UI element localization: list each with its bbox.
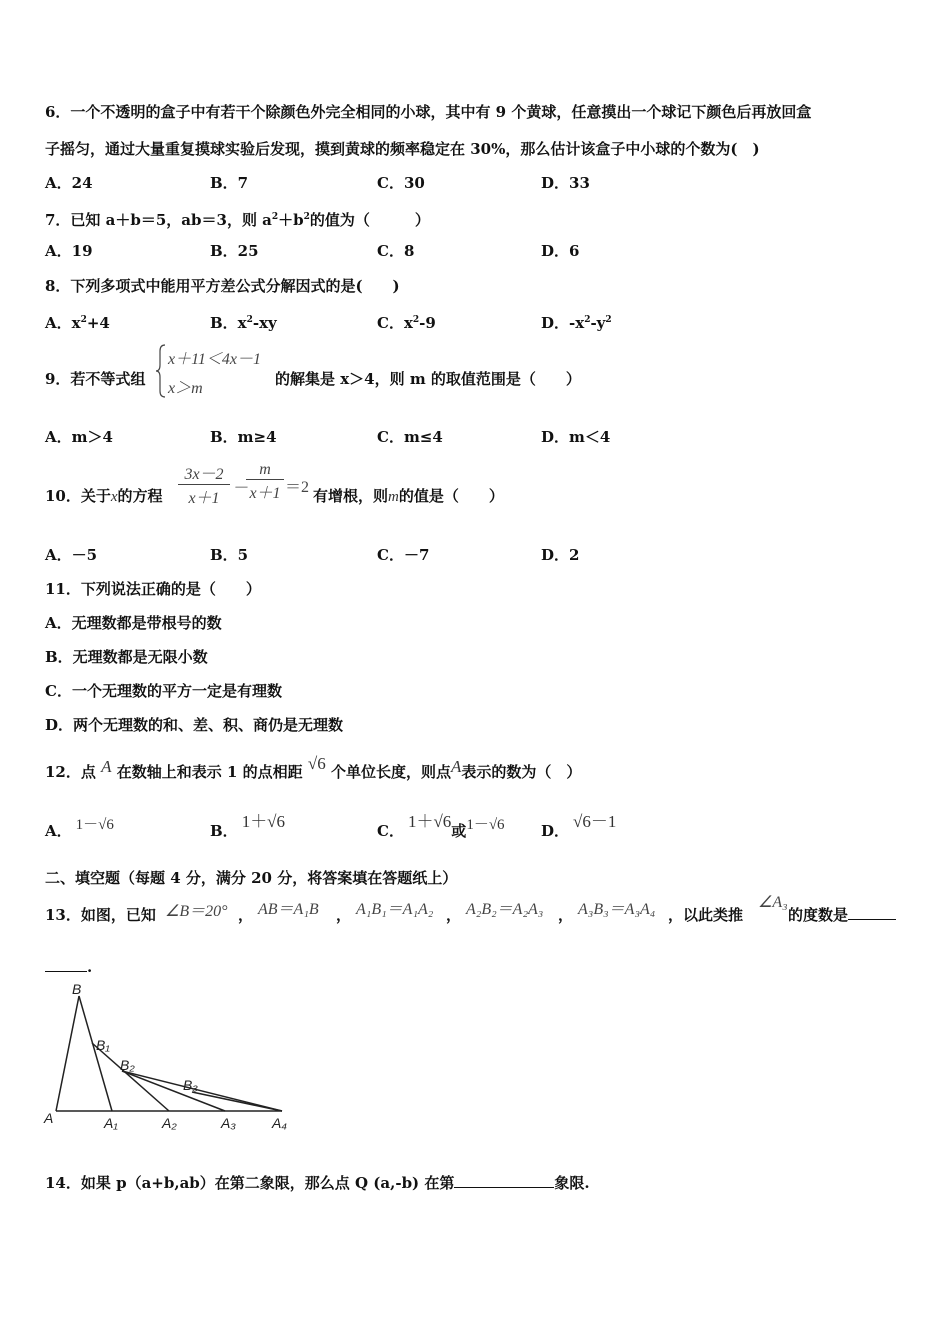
q10-equals: ＝2 [285,479,310,496]
q10-option-b: B．5 [210,546,249,564]
q10-frac2-numerator: m [259,461,271,478]
q10-frac1-numerator: 3x－2 [184,466,224,483]
q9-option-d: D．m＜4 [541,428,611,446]
label-a3: A₃ [221,1115,236,1131]
q9-stem-pre: 9．若不等式组 [45,370,146,388]
q10-stem-post [313,486,504,507]
q7-stem [45,207,430,230]
q10-frac2-denominator: x＋1 [246,479,284,503]
q13-condition-1: AB＝A₁B [258,901,319,918]
q12-option-expr: 1－√6 [466,817,505,833]
q6-option-a: A．24 [45,174,93,192]
q10-text: 10．关于 [45,487,111,505]
q11-stem: 11．下列说法正确的是（ ） [45,580,261,598]
q13-separator: ， [238,906,254,924]
figure-lines [56,996,282,1111]
q10-option-c: C．－7 [377,546,430,564]
q7-exponent: 2 [271,212,279,222]
q6-option-b: B．7 [210,174,249,192]
label-a1: A₁ [104,1115,118,1131]
q13-stem-post [788,905,896,925]
q12-stem [45,754,582,782]
q13-condition-angle-b: ∠B＝20° [165,903,228,920]
section-heading: 二、填空题（每题 4 分，满分 20 分，将答案填在答题纸上） [45,869,458,887]
segment-b2a3 [122,1071,225,1111]
label-b3: B₃ [183,1077,198,1093]
q6-line1: 6．一个不透明的盒子中有若干个除颜色外完全相同的小球，其中有 9 个黄球，任意摸出一个球记下颜色后再放回盒 [45,103,812,121]
q6-option-c: C．30 [377,174,425,192]
q13-condition-4: A₃B₃＝A₃A₄ [578,901,656,918]
label-a2: A₂ [162,1115,177,1131]
q11-option-a: A．无理数都是带根号的数 [45,614,222,632]
q13-stem-pre: 13．如图，已知 [45,906,156,924]
q12-text: 表示的数为（ ） [461,763,582,781]
q8-option-text: C．x [377,314,413,332]
q12-text: 12．点 [45,763,96,781]
q9-stem-post: 的解集是 x＞4，则 m 的取值范围是（ ） [275,370,581,388]
q8-option-a [45,310,110,333]
q11-option-b: B．无理数都是无限小数 [45,648,208,666]
q8-exponent: 2 [605,315,612,325]
q8-option-text: A．x [45,314,81,332]
q7-option-b: B．25 [210,242,259,260]
q13-angle-a3: ∠A₃ [758,894,788,911]
q13-answer-blank[interactable] [848,919,896,920]
q9-inequality-1: x＋11＜4x－1 [168,351,262,368]
q8-option-d [541,310,612,333]
q8-option-text: -xy [252,314,277,332]
q7-option-c: C．8 [377,242,415,260]
q10-frac1-denominator: x＋1 [178,484,230,508]
q8-option-text: B．x [210,314,247,332]
q12-option-label: D． [541,822,570,840]
q13-stem-mid: ，以此类推 [668,906,744,924]
q8-option-text: D．-x [541,314,585,332]
q12-option-expr: √6－1 [573,812,617,831]
segment-b1a2 [92,1043,169,1111]
q8-exponent: 2 [412,315,420,325]
q13-separator: ， [558,906,574,924]
q9-inequality-2: x＞m [168,380,203,397]
q7-option-d: D．6 [541,242,580,260]
q12-option-d [541,812,617,841]
q8-exponent: 2 [584,315,591,325]
label-b: B [72,981,82,997]
q10-stem-pre [45,486,163,507]
q7-stem-part: ＋b [278,211,304,229]
q11-option-c: C．一个无理数的平方一定是有理数 [45,682,282,700]
q12-point-a: A [450,757,462,776]
q13-period: . [87,958,93,976]
q13-text: 的度数是 [788,906,849,924]
q12-sqrt6: √6 [307,754,326,773]
q7-exponent: 2 [303,212,310,222]
q13-separator: ， [336,906,352,924]
q8-option-text: -y [590,314,606,332]
segment-ba1 [79,996,112,1111]
q7-option-a: A．19 [45,242,93,260]
q12-option-or: 或 [451,822,467,840]
q12-point-a: A [101,757,112,776]
segment-b3a4 [192,1092,282,1111]
label-a4: A₄ [272,1115,287,1131]
segment-ab [56,996,79,1111]
q7-stem-part: 的值为（ ） [309,211,430,229]
q10-text: 的值是（ ） [398,487,504,505]
brace-icon [155,343,167,399]
q12-option-expr: 1＋√6 [241,812,286,831]
q12-option-label: C． [377,822,404,840]
q7-stem-part: 7．已知 a＋b＝5，ab＝3，则 a [45,211,272,229]
q6-option-d: D．33 [541,174,590,192]
q9-option-b: B．m≥4 [210,428,277,446]
q11-option-d: D．两个无理数的和、差、积、商仍是无理数 [45,716,344,734]
q12-option-expr: 1＋√6 [407,812,452,831]
q12-option-label: B． [210,822,238,840]
q12-option-b [210,812,286,841]
q9-option-c: C．m≤4 [377,428,443,446]
q13-condition-2: A₁B₁＝A₁A₂ [356,901,434,918]
q14-stem [45,1173,590,1193]
q12-option-label: A． [45,822,72,840]
label-b2: B₂ [120,1057,135,1073]
q12-option-c [377,812,505,842]
q10-text: 的方程 [117,487,163,505]
q6-line2: 子摇匀，通过大量重复摸球实验后发现，摸到黄球的频率稳定在 30%，那么估计该盒子中小球的个数为( ) [45,140,760,158]
q10-option-a: A．－5 [45,546,98,564]
q12-text: 个单位长度，则点 [330,763,451,781]
q10-var-x: x [110,489,118,505]
q8-option-text: +4 [86,314,110,332]
label-a: A [44,1110,54,1126]
q12-option-a [45,817,114,842]
q9-option-a: A．m＞4 [45,428,113,446]
q8-option-c [377,310,436,333]
q8-exponent: 2 [80,315,87,325]
q14-text: 14．如果 p（a+b,ab）在第二象限，那么点 Q (a,-b) 在第 [45,1174,455,1192]
label-b1: B₁ [96,1037,110,1053]
q14-answer-blank[interactable] [454,1187,554,1188]
q8-exponent: 2 [246,315,253,325]
q12-option-expr: 1－√6 [75,817,114,833]
q13-blank-end [45,957,92,977]
q14-text: 象限. [554,1174,590,1192]
q13-separator: ， [446,906,462,924]
q12-text: 在数轴上和表示 1 的点相距 [116,763,303,781]
q13-figure [40,980,300,1140]
q13-condition-3: A₂B₂＝A₂A₃ [466,901,544,918]
q10-minus: － [232,480,249,497]
q8-stem: 8．下列多项式中能用平方差公式分解因式的是( ) [45,277,400,295]
q10-text: 有增根，则 [313,487,389,505]
q10-var-m: m [388,489,399,505]
q8-option-text: -9 [419,314,436,332]
q13-answer-blank-cont[interactable] [45,971,87,972]
q10-fraction-1 [178,461,230,508]
q8-option-b [210,310,277,333]
q10-fraction-2 [246,461,284,503]
q10-option-d: D．2 [541,546,580,564]
